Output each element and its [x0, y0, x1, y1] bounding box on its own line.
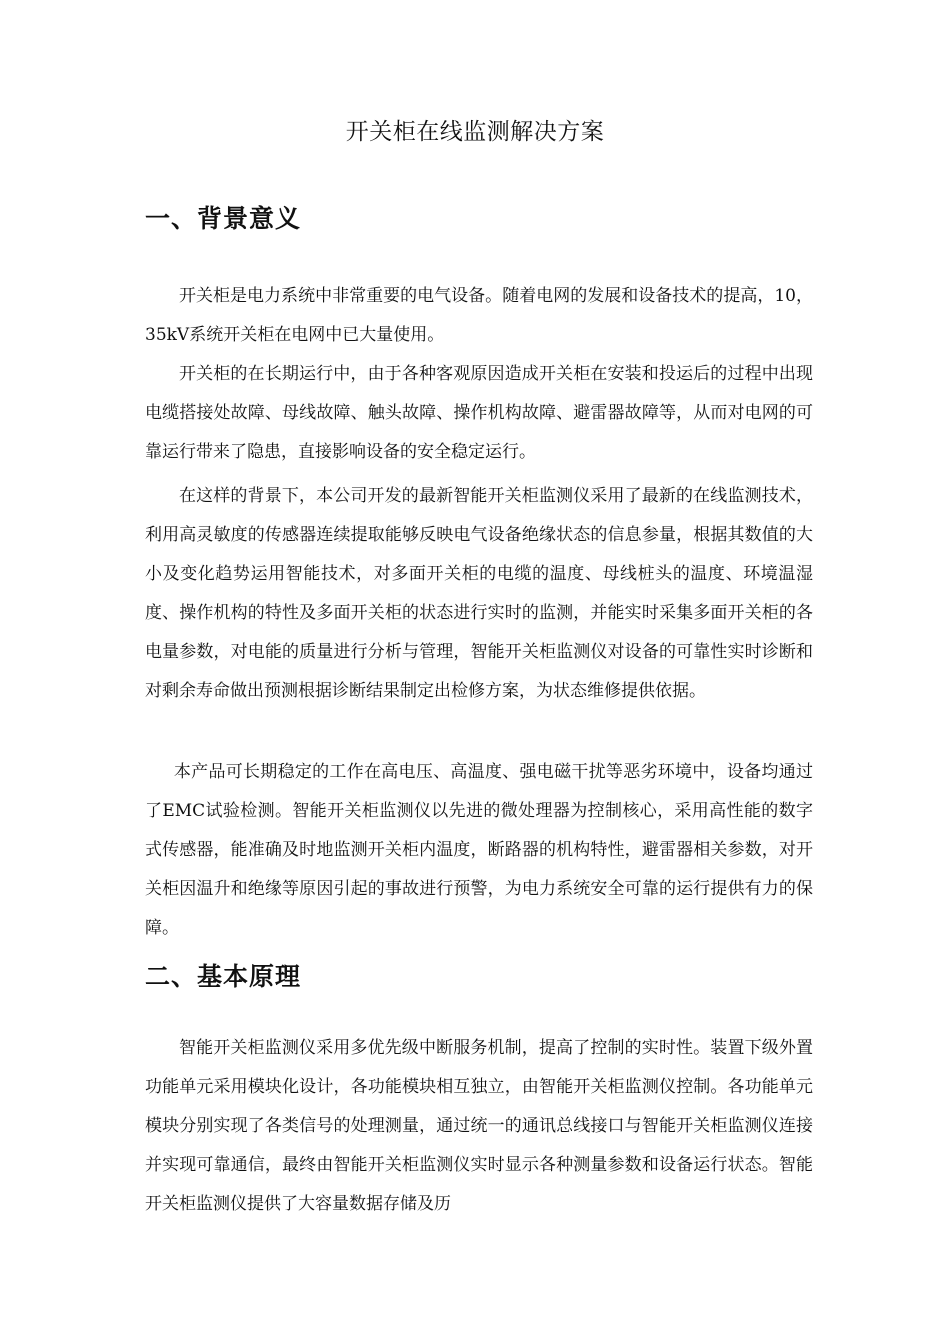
paragraph: 开关柜的在长期运行中，由于各种客观原因造成开关柜在安装和投运后的过程中出现电缆搭接处故障、母线故障、触头故障、操作机构故障、避雷器故障等，从而对电网的可靠运行带来了隐患，直接影响设备的安全稳定运行。	[145, 364, 813, 462]
paragraph: 本产品可长期稳定的工作在高电压、高温度、强电磁干扰等恶劣环境中，设备均通过了EMC试验检测。智能开关柜监测仪以先进的微处理器为控制核心，采用高性能的数字式传感器，能准确及时地监测开关柜内温度，断路器的机构特性，避雷器相关参数，对开关柜因温升和绝缘等原因引起的事故进行预警，为电力系统安全可靠的运行提供有力的保障。	[145, 762, 813, 938]
section-heading-principle: 二、基本原理	[145, 962, 302, 991]
document-title: 开关柜在线监测解决方案	[345, 119, 605, 145]
paragraph: 智能开关柜监测仪采用多优先级中断服务机制，提高了控制的实时性。装置下级外置功能单元采用模块化设计，各功能模块相互独立，由智能开关柜监测仪控制。各功能单元模块分别实现了各类信号的处理测量，通过统一的通讯总线接口与智能开关柜监测仪连接并实现可靠通信，最终由智能开关柜监测仪实时显示各种测量参数和设备运行状态。智能开关柜监测仪提供了大容量数据存储及历	[145, 1038, 813, 1214]
paragraph: 开关柜是电力系统中非常重要的电气设备。随着电网的发展和设备技术的提高，10，35kV系统开关柜在电网中已大量使用。	[145, 286, 813, 345]
paragraph: 在这样的背景下，本公司开发的最新智能开关柜监测仪采用了最新的在线监测技术，利用高灵敏度的传感器连续提取能够反映电气设备绝缘状态的信息参量，根据其数值的大小及变化趋势运用智能技术，对多面开关柜的电缆的温度、母线桩头的温度、环境温湿度、操作机构的特性及多面开关柜的状态进行实时的监测，并能实时采集多面开关柜的各电量参数，对电能的质量进行分析与管理，智能开关柜监测仪对设备的可靠性实时诊断和对剩余寿命做出预测根据诊断结果制定出检修方案，为状态维修提供依据。	[145, 486, 813, 701]
section-heading-background: 一、背景意义	[145, 204, 302, 233]
